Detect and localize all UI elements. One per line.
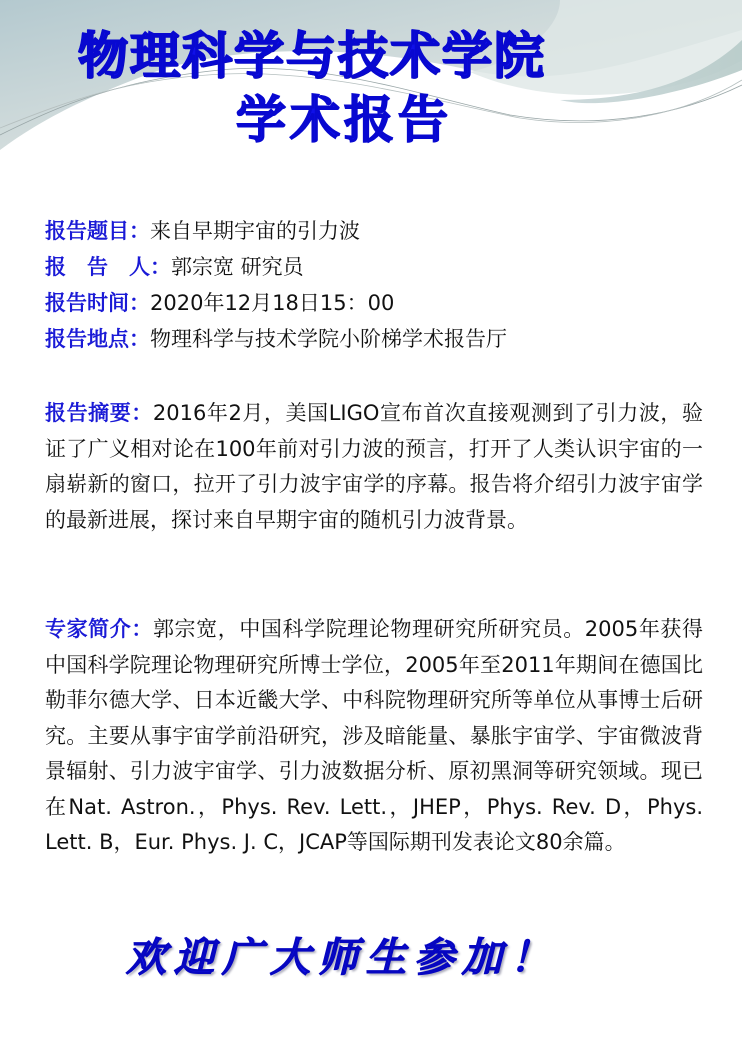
topic-value: 来自早期宇宙的引力波 <box>150 219 360 243</box>
info-row-topic <box>45 216 360 246</box>
page-title: 物理科学与技术学院 <box>78 27 546 85</box>
info-row-time <box>45 288 394 318</box>
abstract-label: 报告摘要： <box>45 401 153 425</box>
bio-label: 专家简介： <box>45 617 153 641</box>
welcome-banner: 欢迎广大师生参加！ <box>126 935 558 981</box>
speaker-value: 郭宗宽 研究员 <box>171 255 304 279</box>
info-row-location <box>45 324 507 354</box>
time-label: 报告时间： <box>45 291 150 315</box>
location-value: 物理科学与技术学院小阶梯学术报告厅 <box>150 327 507 351</box>
info-row-speaker <box>45 252 304 282</box>
bio-text: 郭宗宽，中国科学院理论物理研究所研究员。2005年获得中国科学院理论物理研究所博士学位，2005年至2011年期间在德国比勒菲尔德大学、日本近畿大学、中科院物理研究所等单位从事博士后研究。主要从事宇宙学前沿研究，涉及暗能量、暴胀宇宙学、宇宙微波背景辐射、引力波宇宙学、引力波数据分析、原初黑洞等研究领域。现已在Nat. Astron.，Phys. Rev. Lett.，JHEP，Phys. Rev. D，Phys. Lett. B，Eur. Phys. J. C，JCAP等国际期刊发表论文80余篇。 <box>45 617 704 854</box>
abstract-text: 2016年2月，美国LIGO宣布首次直接观测到了引力波，验证了广义相对论在100年前对引力波的预言，打开了人类认识宇宙的一扇崭新的窗口，拉开了引力波宇宙学的序幕。报告将介绍引力波宇宙学的最新进展，探讨来自早期宇宙的随机引力波背景。 <box>45 401 704 532</box>
speaker-label: 报 告 人： <box>45 255 171 279</box>
topic-label: 报告题目： <box>45 219 150 243</box>
location-label: 报告地点： <box>45 327 150 351</box>
page-subtitle: 学术报告 <box>236 91 452 149</box>
abstract-section <box>45 396 703 538</box>
time-value: 2020年12月18日15：00 <box>150 291 395 315</box>
bio-section <box>45 612 703 861</box>
